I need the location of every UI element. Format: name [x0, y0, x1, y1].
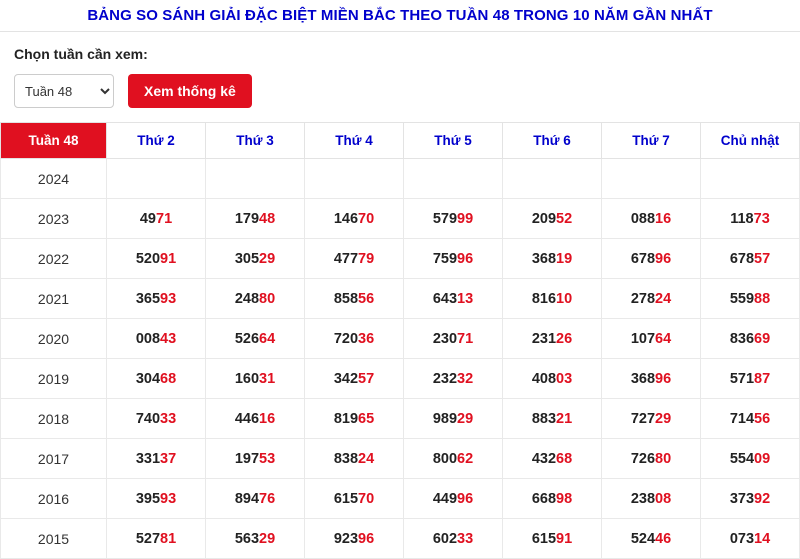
- result-highlight: 81: [160, 530, 177, 547]
- year-cell: 2022: [1, 239, 107, 279]
- result-cell: [206, 279, 305, 319]
- result-highlight: 80: [259, 290, 276, 307]
- result-highlight: 80: [655, 450, 672, 467]
- result-cell: [503, 439, 602, 479]
- table-row: [1, 279, 800, 319]
- result-cell: [602, 239, 701, 279]
- result-cell: [404, 479, 503, 519]
- result-cell: [404, 239, 503, 279]
- result-prefix: 008: [135, 330, 161, 347]
- result-cell: [503, 519, 602, 559]
- result-cell: [602, 439, 701, 479]
- result-highlight: 46: [655, 530, 672, 547]
- result-prefix: 088: [630, 210, 656, 227]
- result-prefix: 373: [729, 490, 755, 507]
- result-highlight: 70: [358, 210, 375, 227]
- column-header-day: Thứ 4: [305, 123, 404, 159]
- result-cell: [206, 359, 305, 399]
- result-prefix: 179: [234, 210, 260, 227]
- result-cell: [602, 479, 701, 519]
- result-cell: [701, 519, 800, 559]
- result-highlight: 37: [160, 450, 177, 467]
- result-prefix: 304: [135, 370, 161, 387]
- table-row: [1, 479, 800, 519]
- result-highlight: 76: [259, 490, 276, 507]
- result-cell: [404, 359, 503, 399]
- result-cell: [602, 319, 701, 359]
- result-highlight: 93: [160, 490, 177, 507]
- result-prefix: 230: [432, 330, 458, 347]
- result-cell: [305, 279, 404, 319]
- result-highlight: 92: [754, 490, 771, 507]
- table-row: [1, 439, 800, 479]
- result-cell: [107, 439, 206, 479]
- result-prefix: 432: [531, 450, 557, 467]
- result-prefix: 554: [729, 450, 755, 467]
- stats-table: [0, 122, 800, 559]
- result-cell: [305, 199, 404, 239]
- result-highlight: 29: [259, 250, 276, 267]
- result-highlight: 64: [259, 330, 276, 347]
- result-prefix: 118: [730, 210, 754, 227]
- result-highlight: 43: [160, 330, 177, 347]
- result-highlight: 08: [655, 490, 672, 507]
- result-prefix: 238: [630, 490, 656, 507]
- result-prefix: 395: [135, 490, 161, 507]
- result-highlight: 19: [556, 250, 573, 267]
- column-header-day: Thứ 3: [206, 123, 305, 159]
- column-header-day: Thứ 6: [503, 123, 602, 159]
- result-prefix: 526: [234, 330, 260, 347]
- result-highlight: 29: [655, 410, 672, 427]
- result-prefix: 160: [234, 370, 260, 387]
- year-cell: 2017: [1, 439, 107, 479]
- column-header-day: Thứ 5: [404, 123, 503, 159]
- result-cell: [206, 239, 305, 279]
- result-highlight: 88: [754, 290, 771, 307]
- result-prefix: 727: [630, 410, 656, 427]
- result-cell: [701, 199, 800, 239]
- result-prefix: 231: [531, 330, 557, 347]
- table-row: [1, 519, 800, 559]
- result-prefix: 146: [333, 210, 359, 227]
- result-highlight: 24: [655, 290, 672, 307]
- result-highlight: 26: [556, 330, 573, 347]
- result-cell: [107, 239, 206, 279]
- result-prefix: 278: [630, 290, 656, 307]
- result-cell: [503, 199, 602, 239]
- page-header: [0, 0, 800, 32]
- result-prefix: 449: [432, 490, 458, 507]
- result-prefix: 720: [333, 330, 359, 347]
- result-highlight: 96: [358, 530, 375, 547]
- result-cell: [503, 479, 602, 519]
- result-prefix: 342: [333, 370, 359, 387]
- result-prefix: 726: [630, 450, 656, 467]
- result-cell: [107, 519, 206, 559]
- result-highlight: 14: [754, 530, 771, 547]
- result-prefix: 894: [234, 490, 260, 507]
- result-highlight: 57: [754, 250, 771, 267]
- result-highlight: 13: [457, 290, 474, 307]
- result-cell: [305, 399, 404, 439]
- result-cell: [305, 479, 404, 519]
- result-prefix: 989: [432, 410, 458, 427]
- result-cell: [206, 319, 305, 359]
- result-cell: [701, 399, 800, 439]
- result-prefix: 368: [630, 370, 656, 387]
- year-cell: 2020: [1, 319, 107, 359]
- result-cell: [701, 279, 800, 319]
- result-prefix: 073: [729, 530, 755, 547]
- result-highlight: 73: [753, 210, 770, 227]
- result-cell: [701, 239, 800, 279]
- result-highlight: 31: [259, 370, 276, 387]
- result-cell: [206, 439, 305, 479]
- year-cell: 2024: [1, 159, 107, 199]
- result-prefix: 571: [729, 370, 755, 387]
- result-highlight: 64: [655, 330, 672, 347]
- result-highlight: 71: [156, 210, 173, 227]
- week-selector-label: Chọn tuần cần xem:: [14, 46, 148, 62]
- result-cell: [305, 519, 404, 559]
- result-prefix: 838: [333, 450, 359, 467]
- controls-row: [14, 74, 786, 108]
- result-highlight: 96: [457, 250, 474, 267]
- year-cell: 2019: [1, 359, 107, 399]
- result-cell: [503, 319, 602, 359]
- result-prefix: 527: [135, 530, 161, 547]
- result-highlight: 10: [556, 290, 573, 307]
- result-highlight: 68: [160, 370, 177, 387]
- result-highlight: 68: [556, 450, 573, 467]
- table-row: [1, 319, 800, 359]
- result-cell: [701, 359, 800, 399]
- result-cell: [107, 319, 206, 359]
- result-cell: [305, 319, 404, 359]
- result-cell: [503, 279, 602, 319]
- year-cell: 2021: [1, 279, 107, 319]
- result-cell: [602, 199, 701, 239]
- result-highlight: 62: [457, 450, 474, 467]
- result-prefix: 759: [432, 250, 458, 267]
- result-prefix: 305: [234, 250, 260, 267]
- result-cell: [503, 399, 602, 439]
- table-row: [1, 239, 800, 279]
- result-cell: [206, 519, 305, 559]
- result-cell: [602, 159, 701, 199]
- year-cell: 2015: [1, 519, 107, 559]
- result-prefix: 883: [531, 410, 557, 427]
- result-prefix: 524: [630, 530, 656, 547]
- result-cell: [701, 159, 800, 199]
- result-cell: [404, 199, 503, 239]
- result-cell: [305, 159, 404, 199]
- result-cell: [602, 519, 701, 559]
- result-prefix: 248: [234, 290, 260, 307]
- result-prefix: 923: [333, 530, 359, 547]
- result-highlight: 96: [655, 250, 672, 267]
- result-prefix: 678: [729, 250, 755, 267]
- result-cell: [107, 479, 206, 519]
- result-prefix: 643: [432, 290, 458, 307]
- year-cell: 2023: [1, 199, 107, 239]
- controls-panel: [0, 32, 800, 118]
- result-highlight: 99: [457, 210, 474, 227]
- stats-table-head: [1, 123, 800, 159]
- result-prefix: 559: [729, 290, 755, 307]
- result-cell: [404, 399, 503, 439]
- result-highlight: 53: [259, 450, 276, 467]
- result-cell: [206, 479, 305, 519]
- result-highlight: 32: [457, 370, 474, 387]
- result-highlight: 56: [754, 410, 771, 427]
- result-highlight: 91: [160, 250, 177, 267]
- result-prefix: 197: [234, 450, 260, 467]
- result-prefix: 107: [630, 330, 656, 347]
- result-prefix: 209: [531, 210, 557, 227]
- result-highlight: 71: [457, 330, 474, 347]
- result-highlight: 52: [556, 210, 573, 227]
- result-highlight: 91: [556, 530, 573, 547]
- result-prefix: 615: [333, 490, 359, 507]
- result-cell: [305, 359, 404, 399]
- result-prefix: 714: [729, 410, 755, 427]
- result-highlight: 70: [358, 490, 375, 507]
- result-highlight: 48: [259, 210, 276, 227]
- column-header-day: Thứ 2: [107, 123, 206, 159]
- result-cell: [701, 319, 800, 359]
- result-highlight: 36: [358, 330, 375, 347]
- result-prefix: 408: [531, 370, 557, 387]
- result-highlight: 24: [358, 450, 375, 467]
- result-prefix: 579: [432, 210, 458, 227]
- result-cell: [107, 279, 206, 319]
- result-prefix: 819: [333, 410, 359, 427]
- result-prefix: 520: [135, 250, 161, 267]
- result-highlight: 29: [457, 410, 474, 427]
- table-row: [1, 399, 800, 439]
- result-cell: [107, 159, 206, 199]
- result-prefix: 365: [135, 290, 161, 307]
- result-cell: [206, 159, 305, 199]
- result-highlight: 98: [556, 490, 573, 507]
- result-prefix: 740: [135, 410, 161, 427]
- result-prefix: 49: [139, 210, 156, 227]
- result-prefix: 668: [531, 490, 557, 507]
- result-prefix: 331: [135, 450, 161, 467]
- result-prefix: 836: [729, 330, 755, 347]
- result-highlight: 09: [754, 450, 771, 467]
- column-header-week: Tuần 48: [1, 123, 107, 159]
- result-highlight: 16: [259, 410, 276, 427]
- result-prefix: 816: [531, 290, 557, 307]
- result-prefix: 446: [234, 410, 260, 427]
- page-title: BẢNG SO SÁNH GIẢI ĐẶC BIỆT MIỀN BẮC THEO TUẦN 48 TRONG 10 NĂM GẦN NHẤT: [87, 7, 713, 24]
- result-highlight: 33: [160, 410, 177, 427]
- stats-header-row: [1, 123, 800, 159]
- column-header-day: Chủ nhật: [701, 123, 800, 159]
- result-prefix: 800: [432, 450, 458, 467]
- result-highlight: 33: [457, 530, 474, 547]
- result-cell: [404, 439, 503, 479]
- result-cell: [503, 359, 602, 399]
- result-prefix: 368: [531, 250, 557, 267]
- result-cell: [305, 239, 404, 279]
- result-highlight: 29: [259, 530, 276, 547]
- view-stats-button[interactable]: Xem thống kê: [128, 74, 252, 108]
- table-row: [1, 199, 800, 239]
- result-cell: [503, 239, 602, 279]
- result-prefix: 615: [531, 530, 557, 547]
- result-highlight: 03: [556, 370, 573, 387]
- result-highlight: 79: [358, 250, 375, 267]
- result-highlight: 21: [556, 410, 573, 427]
- result-cell: [107, 399, 206, 439]
- result-cell: [206, 399, 305, 439]
- result-cell: [701, 439, 800, 479]
- result-cell: [107, 199, 206, 239]
- column-header-day: Thứ 7: [602, 123, 701, 159]
- result-cell: [701, 479, 800, 519]
- result-prefix: 232: [432, 370, 458, 387]
- result-prefix: 602: [432, 530, 458, 547]
- result-highlight: 65: [358, 410, 375, 427]
- result-cell: [404, 319, 503, 359]
- result-cell: [404, 159, 503, 199]
- result-highlight: 56: [358, 290, 375, 307]
- result-highlight: 87: [754, 370, 771, 387]
- result-cell: [602, 359, 701, 399]
- result-cell: [404, 519, 503, 559]
- result-cell: [602, 399, 701, 439]
- result-cell: [503, 159, 602, 199]
- result-cell: [107, 359, 206, 399]
- week-select[interactable]: [14, 74, 114, 108]
- result-prefix: 477: [333, 250, 359, 267]
- result-highlight: 57: [358, 370, 375, 387]
- year-cell: 2018: [1, 399, 107, 439]
- table-row: [1, 159, 800, 199]
- result-highlight: 16: [655, 210, 672, 227]
- result-cell: [602, 279, 701, 319]
- result-highlight: 96: [655, 370, 672, 387]
- result-prefix: 563: [234, 530, 260, 547]
- result-prefix: 858: [333, 290, 359, 307]
- result-cell: [305, 439, 404, 479]
- result-highlight: 96: [457, 490, 474, 507]
- year-cell: 2016: [1, 479, 107, 519]
- result-cell: [206, 199, 305, 239]
- result-highlight: 69: [754, 330, 771, 347]
- stats-table-body: [1, 159, 800, 559]
- result-cell: [404, 279, 503, 319]
- table-row: [1, 359, 800, 399]
- result-prefix: 678: [630, 250, 656, 267]
- result-highlight: 93: [160, 290, 177, 307]
